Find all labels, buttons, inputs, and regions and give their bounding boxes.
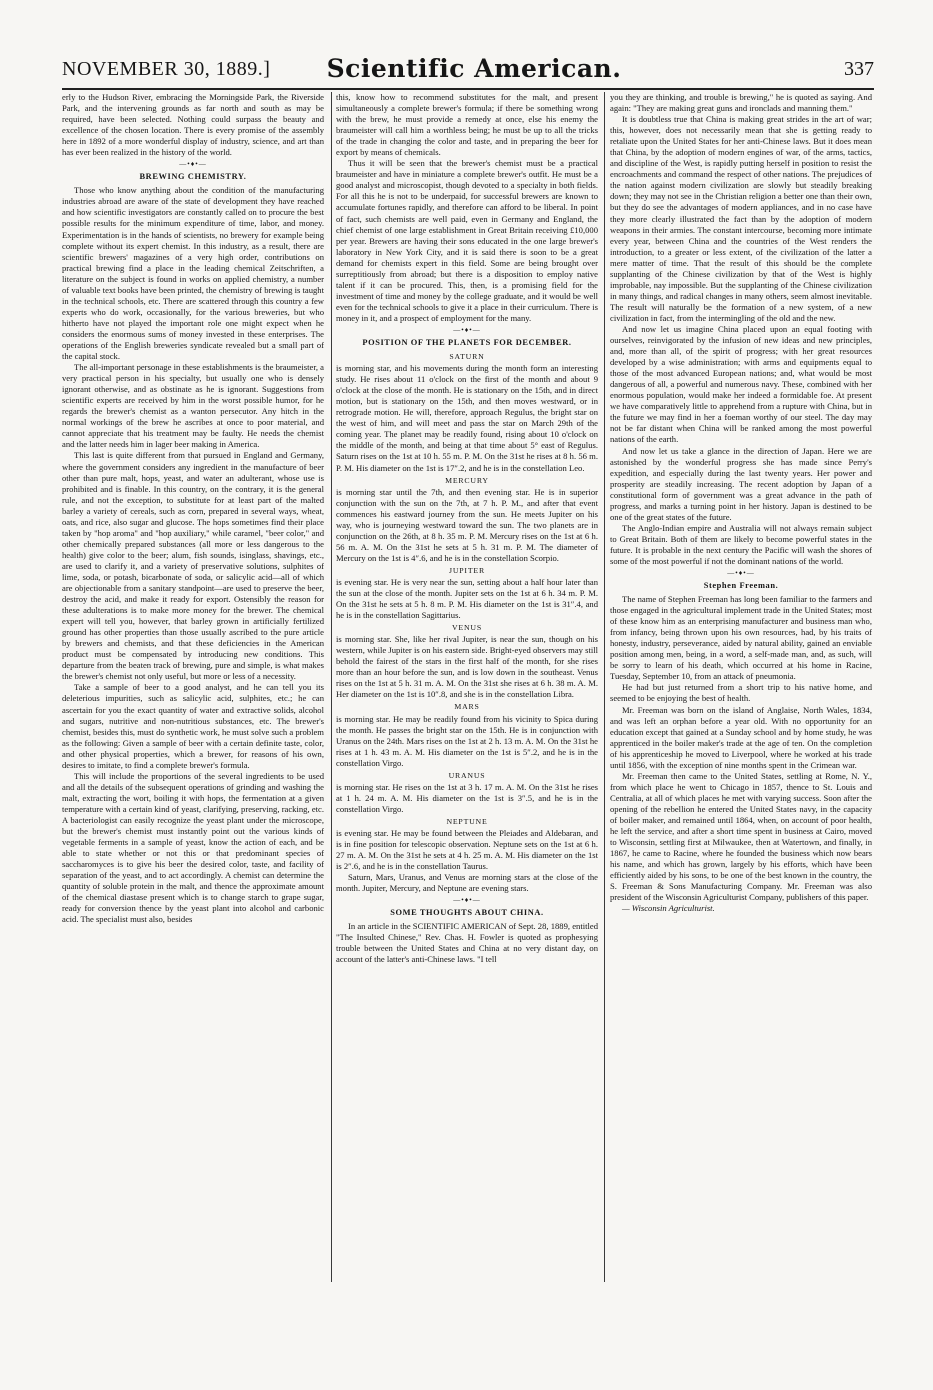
paragraph: The name of Stephen Freeman has long been familiar to the farmers and those engaged in the agricultural implement trade in the United States; most of these know him as an enterprising manufacturer and business man who, from infancy, being thrown upon his own resources, had, by his traits of honesty, industry, perseverance, aided by natural ability, gained an enviable position among men, being, in a word, a self-made man, and, as such, will be sorry to learn of his death, which occurred at his home in Racine, Tuesday, September 10, from an attack of pneumonia.	[610, 594, 872, 682]
paragraph: He had but just returned from a short trip to his native home, and seemed to be enjoying the best of health.	[610, 682, 872, 704]
paragraph: It is doubtless true that China is making great strides in the art of war; this, however, does not necessarily mean that she is getting ready to retaliate upon the United States for her anti-Chinese laws. But it does mean that China, by the adoption of modern engines of war, of the arms, tactics, and discipline of the West, is rapidly putting herself in position to resist the encroachments and command the respect of other nations. The prejudices of the nation against modern civilization are slowly but steadily breaking down; they may not see in the Christian religion a better one than their own, but they do see the advantages of modern appliances, and in no case have they more clearly illustrated the fact than by the adoption of modern weapons in their armies. The constant intercourse, becoming more intimate every year, between China and the countries of the West renders the introduction, to a greater or less extent, of the civilization of the latter a mere matter of time. That the result of this should be the complete supplanting of the Chinese civilization by that of the West is highly improbable, nay impossible. But the supplanting of the Chinese civilization in many things, and radical changes in many others, seem almost inevitable. The result will naturally be the formation of a new system, of a new civilization in fact, from the intermingling of the old and the new.	[610, 114, 872, 323]
article-heading: POSITION OF THE PLANETS FOR DECEMBER.	[362, 337, 572, 347]
article-heading: Stephen Freeman.	[703, 581, 779, 591]
paragraph: Those who know anything about the condition of the manufacturing industries abroad are aware of the state of development they have reached and how scientific investigators are constantly called on to procure the best possible results for the minimum expenditure of time, labor, and money. Experimentation is in the hands of scientists, no brewery for example being complete without its expert chemist. In this industry, as a result, there are scientific brewers' magazines of a very high order, contributions on practical brewing find a place in the leading chemical Zeitschriften, a literature on the subject is found in works on applied chemistry, a number of valuable text books have been printed, the chemistry of brewing is taught in the technical schools, etc. There are scattered through this country a few experts who do work, occasionally, for the various breweries, but who hitherto have not played the important role one might expect when he considers the enormous sums of money invested in these enterprises. The operations of the English breweries syndicate revealed but a small part of the capital stock.	[62, 185, 324, 362]
paragraph: Mr. Freeman was born on the island of Anglaise, North Wales, 1834, and was left an orphan before a year old. With no opportunity for an education except that gained at a Sunday school and by home study, he was apprenticed in the boiler maker's trade at the age of ten. On the completion of his apprenticeship he moved to Liverpool, where he worked at his trade until 1856, with the exception of nine months spent in the Crimean war.	[610, 704, 872, 770]
planet-heading: MERCURY	[445, 475, 489, 485]
paragraph: this, know how to recommend substitutes for the malt, and present simultaneously a complete brewer's formula; if there be something wrong with the brew, he must provide a remedy at once, else his enemy the braumeister will call him a worthless being; he must be up to all the tricks of the trade in changing the color and taste, and in preparing the beer for export by means of chemicals.	[336, 92, 598, 158]
paragraph: is evening star. He may be found between the Pleiades and Aldebaran, and is in fine position for telescopic observation. Neptune sets on the 1st at 6 h. 27 m. A. M. On the 31st he sets at 4 h. 25 m. A. M. His diameter on the 1st is 2″.6, and he is in the constellation Taurus.	[336, 828, 598, 872]
article-source: — Wisconsin Agriculturist.	[622, 903, 715, 914]
masthead-title: Scientific American.	[326, 54, 622, 83]
section-ornament	[62, 160, 324, 169]
paragraph: This will include the proportions of the several ingredients to be used and all the details of the subsequent operations of grinding and washing the malt, extracting the wort, boiling it with hops, the fermentation at a given temperature with a certain kind of yeast, clarifying, preserving, racking, etc. A bacteriologist can easily recognize the yeast plant under the microscope, but the brewer's chemist must instantly point out the various kinds of vegetable ferments in a sample of yeast, know the action of each, and be able to state whether or not this or that predominant species of saccharomyces is to give his beer the desired color, taste, and facility of separation of the yeast, and to act accordingly. A chemist can determine the quantity of soluble protein in the malt, and thence the approximate amount of the chemical diastase present which is to change starch to grape sugar, ready for conversion thence by the yeast plant into alcohol and carbonic acid. The specialist must also, besides	[62, 770, 324, 925]
column-1	[62, 92, 324, 1282]
paragraph: you they are thinking, and trouble is brewing," he is quoted as saying. And again: "They are making great guns and ironclads and manning them."	[610, 92, 872, 114]
paragraph: This last is quite different from that pursued in England and Germany, where the government considers any ingredient in the manufacture of beer other than pure malt, hops, yeast, and water an adulterant, whose use is prohibited and is finable. In this country, on the contrary, it is the general rule, and not the exception, to substitute for at least part of the malted barley a variety of cereals, such as corn, prepared in several ways, wheat, oats, and rice, also sugar and glucose. The hops sometimes find their place taken by "hop aroma" and "hop auxiliary," while caramel, "beer color," and other chemically prepared substances (all more or less dangerous to the health) give color to the beer; alum, fish sounds, isinglass, shavings, etc., are used to clarify it, and a variety of preservative solutions, sulphites of lime, soda, or potash, bicarbonate of soda, or salicylic acid—all of which are objectionable from a sanitary standpoint—are used to preserve the beer, destroy the acid, and make it ready for export. Ostensibly the reason for these adulterations is to make more money for the brewer. The chemical expert will tell you, however, that barley grown in artificially fertilized ground has other properties than those usually ascribed to the pure article by brewers and chemists, and that these deficiencies in the American product must be compensated by introducing new conditions. This departure from the beaten track of brewing, pure and simple, is what makes the brewer's chemist not only useful, but more or less of a necessity.	[62, 450, 324, 682]
header-rule	[62, 88, 874, 90]
column-3	[610, 92, 872, 1282]
paragraph: Take a sample of beer to a good analyst, and he can tell you its deleterious impurities, such as salicylic acid, sulphites, etc.; he can ascertain for you the exact quantity of water and extractive solids, alcohol and sugars, nutritive and non-nutritious substances, etc. The brewer's chemist, besides this, must do synthetic work, he must solve such a problem as the following: Given a sample of beer with a certain definite taste, color, and other physical properties, which a brewer, for reasons of his own, desires to imitate, to find a complete brewer's formula.	[62, 682, 324, 770]
section-ornament	[610, 569, 872, 578]
column-divider	[331, 92, 332, 1282]
planet-heading: NEPTUNE	[446, 816, 488, 826]
paragraph: Thus it will be seen that the brewer's chemist must be a practical braumeister and have in miniature a complete brewer's outfit. He must be a good analyst and microscopist, though devoted to a specialty in both fields. For all this he is not to be underpaid, for successful brewers are known to accumulate fortunes rapidly, and therefore can afford to be liberal. In point of fact, such chemists are well paid, even in Germany and England, the chief chemist of one large establishment in Great Britain receiving £10,000 per year. Brewers are having their sons educated in the one large brewer's laboratory in New York City, and it is said there is soon to be a great demand for chemists expert in this field. Some are being brought over surreptitiously from abroad; but there is a disposition to employ native talent if it can be procured. This, then, is a promising field for the investment of time and money by the college graduate, and it would be well even for the technical schools to give it a place in their curriculum. There is money in it, and a prospect of employment for the many.	[336, 158, 598, 323]
paragraph: is morning star, and his movements during the month form an interesting study. He rises about 11 o'clock on the first of the month and about 9 o'clock at the close of the month. He is stationary on the 15th, and in direct motion, but is stationary on the 15th, and then moves westward, or in retrograde motion. He will, therefore, approach Regulus, the bright star on the west of him, and will meet and pass the star on March 29th of the coming year. The planet may be readily found, rising about 10 o'clock on the middle of the month, and being at that time about 5° east of Regulus. Saturn rises on the 1st at 10 h. 55 m. P. M. On the 31st he rises at 8 h. 56 m. P. M. His diameter on the 1st is 17″.2, and he is in the constellation Leo.	[336, 363, 598, 473]
planet-heading: MARS	[454, 702, 480, 712]
section-ornament	[336, 326, 598, 335]
page-number: 337	[844, 58, 874, 80]
paragraph: is morning star until the 7th, and then evening star. He is in superior conjunction with the sun on the 7th, at 7 h. P. M., and after that event commences his eastward journey from the sun. He meets Jupiter on his way, who is journeying westward toward the sun. The two planets are in conjunction on the 26th, at 8 h. 35 m. P. M. Mercury rises on the 1st at 6 h. 56 m. A. M. On the 31st he sets at 5 h. 31 m. P. M. The diameter of Mercury on the 1st is 4″.6, and he is in the constellation Scorpio.	[336, 486, 598, 563]
column-divider	[604, 92, 605, 1282]
issue-date: NOVEMBER 30, 1889.]	[62, 58, 271, 80]
paragraph: is evening star. He is very near the sun, setting about a half hour later than the sun at the close of the month. Jupiter sets on the 1st at 6 h. 34 m. P. M. On the 31st he sets at 5 h. 8 m. P. M. His diameter on the 1st is 31″.4, and he is in the constellation Sagittarius.	[336, 576, 598, 621]
paragraph: Saturn, Mars, Uranus, and Venus are morning stars at the close of the month. Jupiter, Mercury, and Neptune are evening stars.	[336, 872, 598, 894]
section-ornament	[336, 896, 598, 905]
paragraph: is morning star. He rises on the 1st at 3 h. 17 m. A. M. On the 31st he rises at 1 h. 24 m. A. M. His diameter on the 1st is 3″.5, and he is in the constellation Virgo.	[336, 781, 598, 814]
column-2	[336, 92, 598, 1282]
paragraph: is morning star. He may be readily found from his vicinity to Spica during the month. He passes the bright star on the 15th. He is in conjunction with Uranus on the 24th. Mars rises on the 1st at 2 h. 13 m. A. M. On the 31st he rises at 1 h. 43 m. A. M. His diameter on the 1st is 5″.2, and he is in the constellation Virgo.	[336, 713, 598, 768]
paragraph: In an article in the SCIENTIFIC AMERICAN of Sept. 28, 1889, entitled "The Insulted Chinese," Rev. Chas. H. Fowler is quoted as prophesying trouble between the United States and China at no very distant day, on account of the latter's anti-Chinese laws. "I tell	[336, 921, 598, 965]
article-heading: BREWING CHEMISTRY.	[139, 172, 247, 182]
planet-heading: VENUS	[452, 623, 482, 633]
planet-heading: URANUS	[448, 770, 486, 780]
paragraph: is morning star. She, like her rival Jupiter, is near the sun, though on his western, while Jupiter is on his eastern side. Bright-eyed observers may still behold the fairest of the stars in the first half of the month, for she rises more than an hour before the sun, and is low down in the southeast. Venus rises on the 1st at 5 h. 31 m. A. M. On the 31st she rises at 6 h. 38 m. A. M. Her diameter on the 1st is 10″.8, and she is in the constellation Libra.	[336, 634, 598, 700]
paragraph: And now let us take a glance in the direction of Japan. Here we are astonished by the wonderful progress she has made since Perry's expedition, and especially during the last twenty years. Her power and prosperity are steadily increasing. The recent adoption by Japan of a constitutional form of government was a great advance in the path of progress, and marks a turning point in her history. Japan is destined to be one of the great states of the future.	[610, 445, 872, 522]
page-header	[62, 54, 874, 88]
paragraph: And now let us imagine China placed upon an equal footing with ourselves, reinvigorated by the infusion of new ideas and new principles, and, more than all, of the spirit of progress; with her great resources developed by a wise administration; with arms and equipments equal to those of the most advanced European nations; and, what would be most dangerous of all, a powerful and numerous navy. These, combined with her enormous population, would make her indeed a formidable foe. At present we have comparatively little to apprehend from a rupture with China, but in the future we may find in her a foeman worthy of our steel. The day may not be far distant when China will be ranked among the most powerful nations of the earth.	[610, 323, 872, 445]
paragraph: The all-important personage in these establishments is the braumeister, a very practical person in his specialty, but usually one who is densely ignorant otherwise, and as obstinate as he is ignorant. Suggestions from scientific experts are received by him in the worst possible humor, for he regards the brewer's chemist as a wanton persecutor. Any hitch in the normal workings of the brew he ascribes at once to poor material, and cannot appreciate that his treatment may be faulty. He needs the chemist and the latter needs him in lager beer making in America.	[62, 362, 324, 450]
paragraph: erly to the Hudson River, embracing the Morningside Park, the Riverside Park, and the intervening grounds as far north and south as may be required, have been selected. Nothing could surpass the beauty and excellence of the chosen location. There is every promise of the assembly here in 1892 of a more wonderful display of industry, science, and art than has ever been realized in the history of the world.	[62, 92, 324, 158]
planet-heading: JUPITER	[449, 565, 485, 575]
paragraph: The Anglo-Indian empire and Australia will not always remain subject to Great Britain. Both of them are likely to become powerful states in the future. It is probable in the next century the Pacific will wash the shores of some of the most powerful if not the dominant nations of the world.	[610, 522, 872, 566]
paragraph: Mr. Freeman then came to the United States, settling at Rome, N. Y., from which place he went to Chicago in 1857, thence to St. Louis and Centralia, at all of which places he met with varying success. Soon after the opening of the rebellion he entered the United States navy, in the capacity of boiler maker, and remained until 1864, when, on account of poor health, he left the service, and after a short time spent in business at Cairo, moved to Wisconsin, settling first at Milwaukee, then at Watertown, and finally, in 1867, he came to Racine, where he founded the business which now bears his name, and which has grown, largely by his efforts, which have been efficiently aided by his sons, to be one of the best known in the country, the S. Freeman & Sons Manufacturing Company. Mr. Freeman was also president of the Wisconsin Agriculturist Company, publishers of this paper.	[610, 770, 872, 903]
article-heading: SOME THOUGHTS ABOUT CHINA.	[390, 908, 544, 918]
planet-heading: SATURN	[449, 352, 485, 362]
